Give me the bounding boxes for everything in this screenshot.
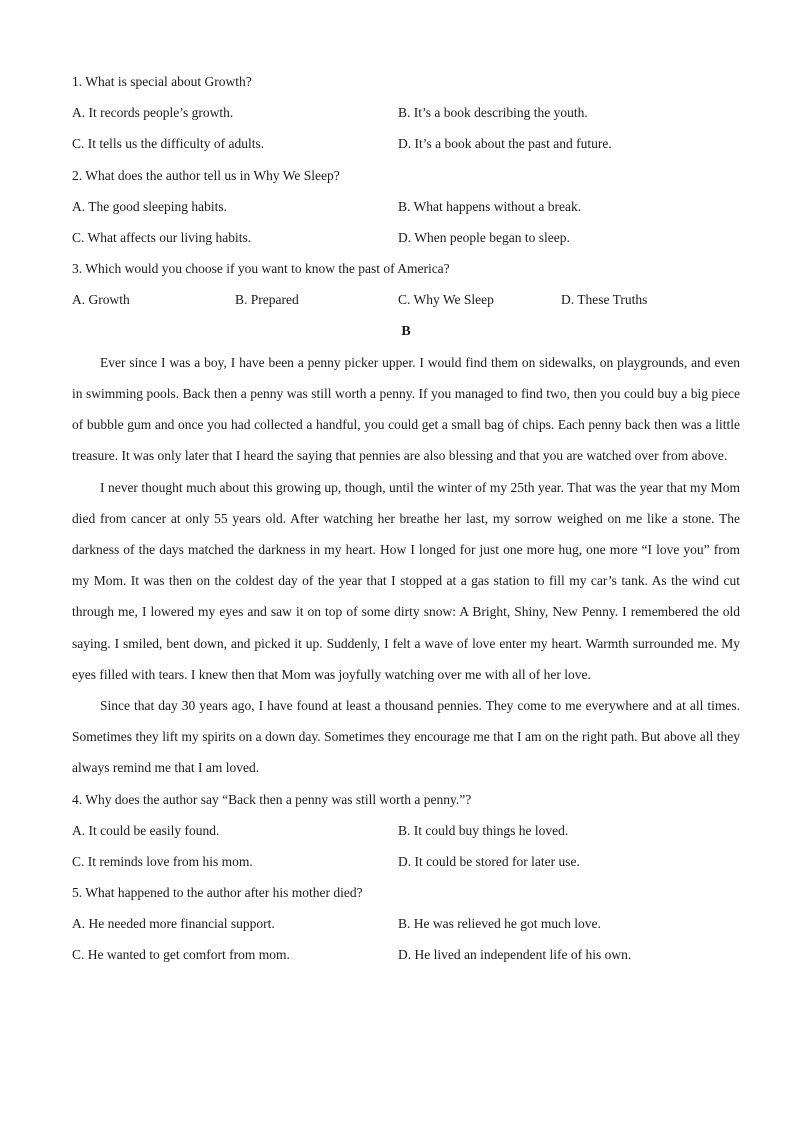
question-4-option-c: C. It reminds love from his mom. xyxy=(72,853,253,869)
question-4-option-b: B. It could buy things he loved. xyxy=(398,822,569,838)
question-4-options-row-1 xyxy=(72,815,740,846)
question-3-stem: 3. Which would you choose if you want to know the past of America? xyxy=(72,261,450,277)
question-5-options-row-2 xyxy=(72,939,740,970)
question-3-option-a: A. Growth xyxy=(72,292,130,308)
question-4-option-a: A. It could be easily found. xyxy=(72,822,220,838)
passage-paragraph-1 xyxy=(72,347,740,472)
question-1-option-c: C. It tells us the difficulty of adults. xyxy=(72,136,265,152)
passage-paragraph-1-text: Ever since I was a boy, I have been a penny picker upper. I would find them on sidewalks, on playgrounds, and even in swimming pools. Back then a penny was still worth a penny. If you managed to find two, then you could buy a big piece of bubble gum and once you had collected a handful, you could get a small bag of chips. Each penny back then was a little treasure. It was only later that I heard the saying that pennies are also blessing and that you are watched over from above. xyxy=(72,354,740,464)
question-3-option-d: D. These Truths xyxy=(561,292,648,308)
question-5-option-b: B. He was relieved he got much love. xyxy=(398,916,601,932)
question-2-options-row-2 xyxy=(72,222,740,253)
question-2-stem: 2. What does the author tell us in Why We Sleep? xyxy=(72,167,340,183)
question-1-option-d: D. It’s a book about the past and future. xyxy=(398,136,612,152)
passage-paragraph-2 xyxy=(72,472,740,690)
question-5-stem: 5. What happened to the author after his mother died? xyxy=(72,885,363,901)
question-1-option-b: B. It’s a book describing the youth. xyxy=(398,105,588,121)
question-2-option-c: C. What affects our living habits. xyxy=(72,229,252,245)
question-4-options-row-2 xyxy=(72,846,740,877)
question-2-option-d: D. When people began to sleep. xyxy=(398,229,570,245)
question-1-options-row-2 xyxy=(72,128,740,159)
question-3-option-c: C. Why We Sleep xyxy=(398,292,494,308)
question-1-options-row-1 xyxy=(72,97,740,128)
question-5-option-c: C. He wanted to get comfort from mom. xyxy=(72,947,290,963)
passage-paragraph-2-text: I never thought much about this growing up, though, until the winter of my 25th year. That was the year that my Mom died from cancer at only 55 years old. After watching her breathe her last, my sorrow weighed on me like a stone. The darkness of the days matched the darkness in my heart. How I longed for just one more hug, one more “I love you” from my Mom. It was then on the coldest day of the year that I stopped at a gas station to fill my car’s tank. As the wind cut through me, I lowered my eyes and saw it on top of some dirty snow: A Bright, Shiny, New Penny. I remembered the old saying. I smiled, bent down, and picked it up. Suddenly, I felt a wave of love enter my heart. Warmth surrounded me. My eyes filled with tears. I knew then that Mom was joyfully watching over me with all of her love. xyxy=(72,479,740,682)
section-b-title: B xyxy=(401,323,411,339)
question-5-option-d: D. He lived an independent life of his own. xyxy=(398,947,632,963)
passage-paragraph-3-text: Since that day 30 years ago, I have found at least a thousand pennies. They come to me everywhere and at all times. Sometimes they lift my spirits on a down day. Sometimes they encourage me that I am on the right path. But above all they always remind me that I am loved. xyxy=(72,697,740,776)
question-5-option-a: A. He needed more financial support. xyxy=(72,916,275,932)
passage-paragraph-3 xyxy=(72,690,740,784)
question-2-option-a: A. The good sleeping habits. xyxy=(72,198,227,214)
question-4-option-d: D. It could be stored for later use. xyxy=(398,853,580,869)
question-4-stem: 4. Why does the author say “Back then a penny was still worth a penny.”? xyxy=(72,791,472,807)
question-3-option-b: B. Prepared xyxy=(235,292,299,308)
question-1-stem: 1. What is special about Growth? xyxy=(72,74,252,89)
question-2-options-row-1 xyxy=(72,191,740,222)
question-5-options-row-1 xyxy=(72,908,740,939)
question-1-option-a: A. It records people’s growth. xyxy=(72,105,234,121)
question-3-options-row xyxy=(72,284,740,315)
question-2-option-b: B. What happens without a break. xyxy=(398,198,582,214)
